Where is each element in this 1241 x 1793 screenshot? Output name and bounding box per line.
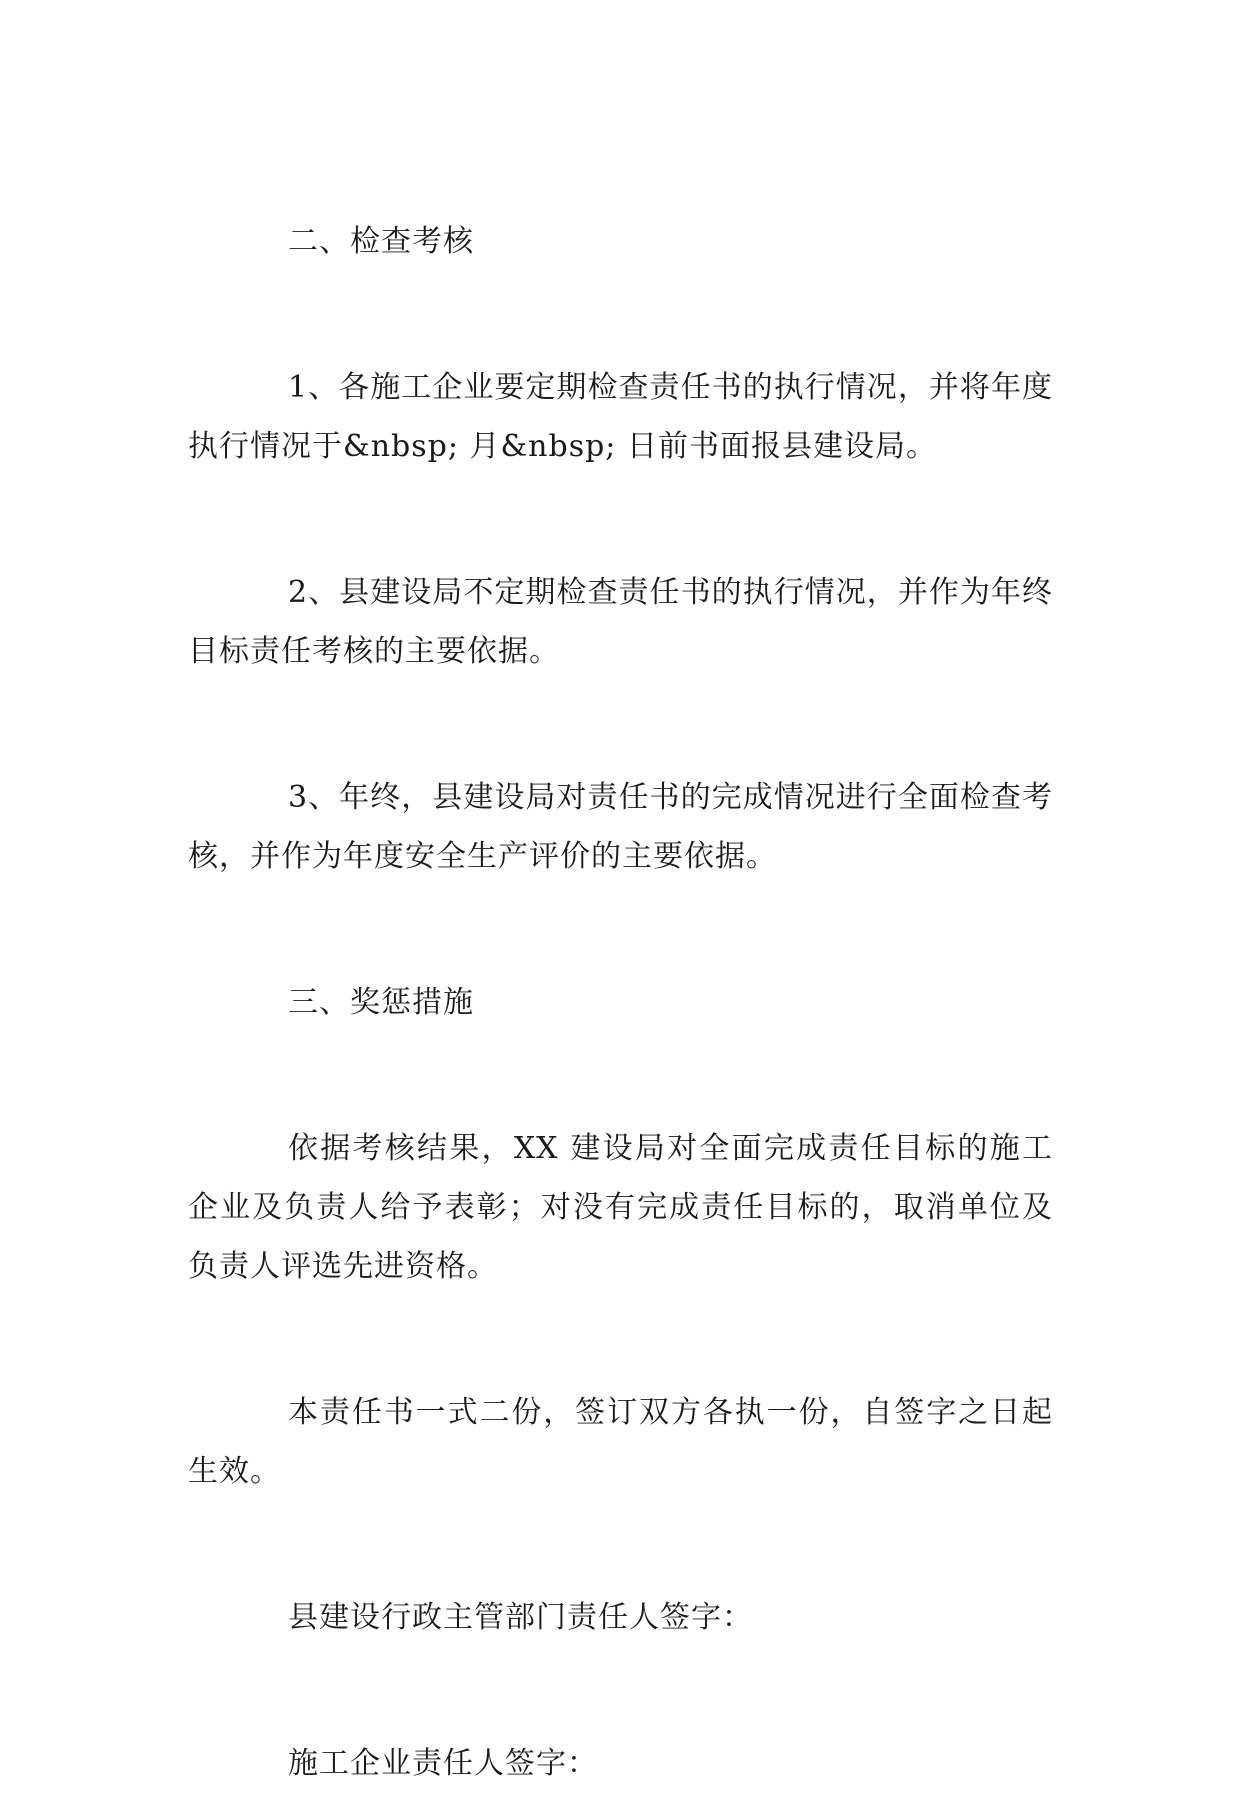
- paragraph-item-1: 1、各施工企业要定期检查责任书的执行情况，并将年度执行情况于&nbsp; 月&nbsp; 日前书面报县建设局。: [188, 370, 1053, 464]
- signature-line-enterprise: 施工企业责任人签字：: [288, 1746, 598, 1781]
- section-heading-inspection: 二、检查考核: [288, 224, 474, 259]
- signature-line-department: 县建设行政主管部门责任人签字：: [288, 1600, 753, 1635]
- paragraph-item-3: 3、年终，县建设局对责任书的完成情况进行全面检查考核，并作为年度安全生产评价的主要依据。: [188, 780, 1053, 874]
- paragraph-validity: 本责任书一式二份，签订双方各执一份，自签字之日起生效。: [188, 1395, 1053, 1489]
- document-body: [188, 212, 1053, 1793]
- paragraph-rewards: 依据考核结果，XX 建设局对全面完成责任目标的施工企业及负责人给予表彰；对没有完成责任目标的，取消单位及负责人评选先进资格。: [188, 1131, 1053, 1284]
- section-heading-rewards: 三、奖惩措施: [288, 985, 474, 1020]
- paragraph-item-2: 2、县建设局不定期检查责任书的执行情况，并作为年终目标责任考核的主要依据。: [188, 575, 1053, 669]
